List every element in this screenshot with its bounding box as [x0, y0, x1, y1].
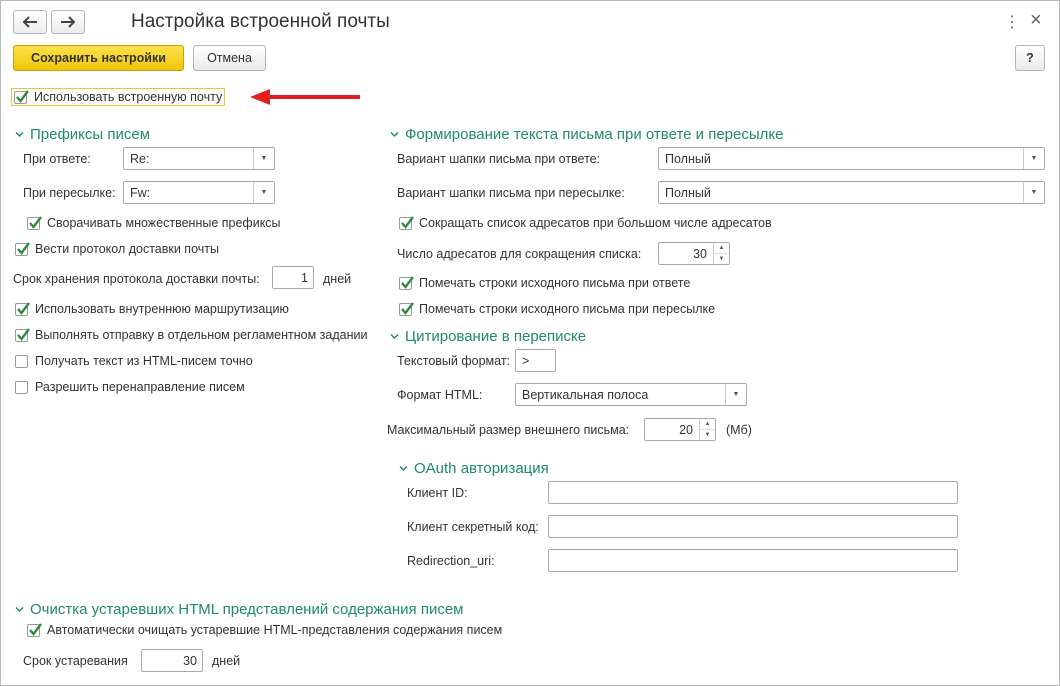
checkmark-icon: [27, 215, 43, 231]
client-secret-label: Клиент секретный код:: [407, 520, 539, 534]
cancel-button[interactable]: Отмена: [193, 45, 266, 71]
spin-buttons[interactable]: [713, 243, 729, 264]
forward-header-value: Полный: [665, 185, 711, 200]
max-size-unit: (Мб): [726, 423, 752, 437]
checkbox-box[interactable]: [399, 217, 412, 230]
checkbox-box[interactable]: [15, 355, 28, 368]
section-quoting-title: Цитирование в переписке: [405, 328, 587, 345]
chevron-down-icon: [390, 332, 399, 341]
forward-header-label: Вариант шапки письма при пересылке:: [397, 186, 625, 200]
html-format-label: Формат HTML:: [397, 388, 483, 402]
section-compose-title: Формирование текста письма при ответе и пересылке: [405, 126, 784, 143]
reply-header-combo[interactable]: [658, 147, 1045, 170]
spin-buttons[interactable]: [699, 419, 715, 440]
section-compose-header[interactable]: [390, 126, 783, 143]
cleanup-term-value: 30: [183, 653, 197, 668]
checkbox-box[interactable]: [399, 277, 412, 290]
forward-header-combo[interactable]: [658, 181, 1045, 204]
checkmark-icon: [27, 622, 43, 638]
dropdown-arrow-icon[interactable]: ▼: [725, 384, 746, 405]
client-id-input[interactable]: [548, 481, 958, 504]
html-format-value: Вертикальная полоса: [522, 387, 649, 402]
forward-prefix-combo[interactable]: [123, 181, 275, 204]
page-title: Настройка встроенной почты: [131, 11, 390, 32]
reply-prefix-combo[interactable]: [123, 147, 275, 170]
html-format-combo[interactable]: [515, 383, 747, 406]
checkmark-icon: [15, 301, 31, 317]
collapse-prefixes-checkbox[interactable]: [27, 216, 281, 230]
mark-forward-checkbox[interactable]: [399, 302, 715, 316]
text-format-label: Текстовый формат:: [397, 354, 511, 368]
spin-up-icon[interactable]: ▲: [714, 243, 729, 254]
html-exact-label: Получать текст из HTML-писем точно: [35, 354, 253, 368]
chevron-down-icon: [15, 605, 24, 614]
section-prefixes-header[interactable]: [15, 126, 150, 143]
retention-input[interactable]: [272, 266, 314, 289]
collapse-prefixes-label: Сворачивать множественные префиксы: [47, 216, 281, 230]
separate-job-label: Выполнять отправку в отдельном регламентном задании: [35, 328, 368, 342]
section-cleanup-header[interactable]: [15, 601, 464, 618]
mark-forward-label: Помечать строки исходного письма при пересылке: [419, 302, 716, 316]
chevron-down-icon: [390, 130, 399, 139]
checkbox-box[interactable]: [15, 243, 28, 256]
max-size-stepper[interactable]: [644, 418, 716, 441]
reply-prefix-value: Re:: [130, 151, 150, 166]
shorten-recipients-checkbox[interactable]: [399, 216, 772, 230]
spin-down-icon[interactable]: ▼: [704, 432, 711, 438]
checkbox-box[interactable]: [399, 303, 412, 316]
use-builtin-mail-checkbox[interactable]: [11, 88, 225, 106]
shorten-recipients-label: Сокращать список адресатов при большом числе адресатов: [419, 216, 772, 230]
max-size-label: Максимальный размер внешнего письма:: [387, 423, 630, 437]
use-builtin-mail-label: Использовать встроенную почту: [34, 90, 223, 104]
internal-routing-label: Использовать внутреннюю маршрутизацию: [35, 302, 289, 316]
mark-reply-checkbox[interactable]: [399, 276, 690, 290]
cleanup-term-input[interactable]: [141, 649, 203, 672]
auto-cleanup-checkbox[interactable]: [27, 623, 502, 637]
retention-label: Срок хранения протокола доставки почты:: [13, 272, 260, 286]
spin-up-icon[interactable]: ▲: [700, 419, 715, 430]
internal-routing-checkbox[interactable]: [15, 302, 289, 316]
chevron-down-icon: [15, 130, 24, 139]
client-id-label: Клиент ID:: [407, 486, 468, 500]
checkbox-box[interactable]: [15, 381, 28, 394]
section-quoting-header[interactable]: [390, 328, 586, 345]
checkbox-box[interactable]: [15, 329, 28, 342]
spin-down-icon[interactable]: ▼: [718, 256, 725, 262]
recipient-count-stepper[interactable]: [658, 242, 730, 265]
checkmark-icon: [15, 241, 31, 257]
checkmark-icon: [15, 327, 31, 343]
forward-prefix-value: Fw:: [130, 185, 151, 200]
checkbox-box[interactable]: [27, 624, 40, 637]
forward-button[interactable]: [51, 10, 85, 34]
allow-redirect-label: Разрешить перенаправление писем: [35, 380, 245, 394]
more-menu-icon[interactable]: ⋮: [1004, 14, 1020, 31]
checkmark-icon: [14, 89, 30, 105]
checkbox-box[interactable]: [27, 217, 40, 230]
section-oauth-header[interactable]: [399, 460, 549, 477]
cleanup-term-label: Срок устаревания: [23, 654, 128, 668]
cleanup-term-unit: дней: [212, 654, 241, 668]
redirect-uri-input[interactable]: [548, 549, 958, 572]
text-format-input[interactable]: [515, 349, 556, 372]
max-size-value: 20: [679, 422, 693, 437]
delivery-log-label: Вести протокол доставки почты: [35, 242, 219, 256]
retention-value: 1: [301, 270, 308, 285]
recipient-count-value: 30: [693, 246, 707, 261]
redirect-uri-label: Redirection_uri:: [407, 554, 495, 568]
recipient-count-label: Число адресатов для сокращения списка:: [397, 247, 642, 261]
separate-job-checkbox[interactable]: [15, 328, 367, 342]
checkbox-box[interactable]: [15, 303, 28, 316]
help-button[interactable]: ?: [1015, 45, 1045, 71]
client-secret-input[interactable]: [548, 515, 958, 538]
back-button[interactable]: [13, 10, 47, 34]
section-cleanup-title: Очистка устаревших HTML представлений содержания писем: [30, 601, 464, 618]
annotation-arrow-icon: [250, 89, 362, 105]
reply-prefix-label: При ответе:: [23, 152, 91, 166]
auto-cleanup-label: Автоматически очищать устаревшие HTML-представления содержания писем: [47, 623, 503, 637]
dropdown-arrow-icon[interactable]: ▼: [1023, 182, 1044, 203]
dropdown-arrow-icon[interactable]: ▼: [253, 182, 274, 203]
reply-header-label: Вариант шапки письма при ответе:: [397, 152, 601, 166]
html-exact-checkbox[interactable]: [15, 354, 253, 368]
mark-reply-label: Помечать строки исходного письма при ответе: [419, 276, 691, 290]
reply-header-value: Полный: [665, 151, 711, 166]
allow-redirect-checkbox[interactable]: [15, 380, 245, 394]
delivery-log-checkbox[interactable]: [15, 242, 219, 256]
chevron-down-icon: [399, 464, 408, 473]
section-prefixes-title: Префиксы писем: [30, 126, 151, 143]
checkmark-icon: [399, 301, 415, 317]
section-oauth-title: OAuth авторизация: [414, 460, 549, 477]
close-icon[interactable]: ×: [1030, 9, 1042, 31]
arrow-left-icon: [22, 16, 38, 28]
dropdown-arrow-icon[interactable]: ▼: [1023, 148, 1044, 169]
retention-unit: дней: [323, 272, 352, 286]
arrow-right-icon: [60, 16, 76, 28]
checkmark-icon: [399, 275, 415, 291]
text-format-value: >: [522, 353, 530, 368]
checkmark-icon: [399, 215, 415, 231]
dropdown-arrow-icon[interactable]: ▼: [253, 148, 274, 169]
checkbox-box[interactable]: [14, 91, 27, 104]
save-button[interactable]: Сохранить настройки: [13, 45, 184, 71]
forward-prefix-label: При пересылке:: [23, 186, 116, 200]
